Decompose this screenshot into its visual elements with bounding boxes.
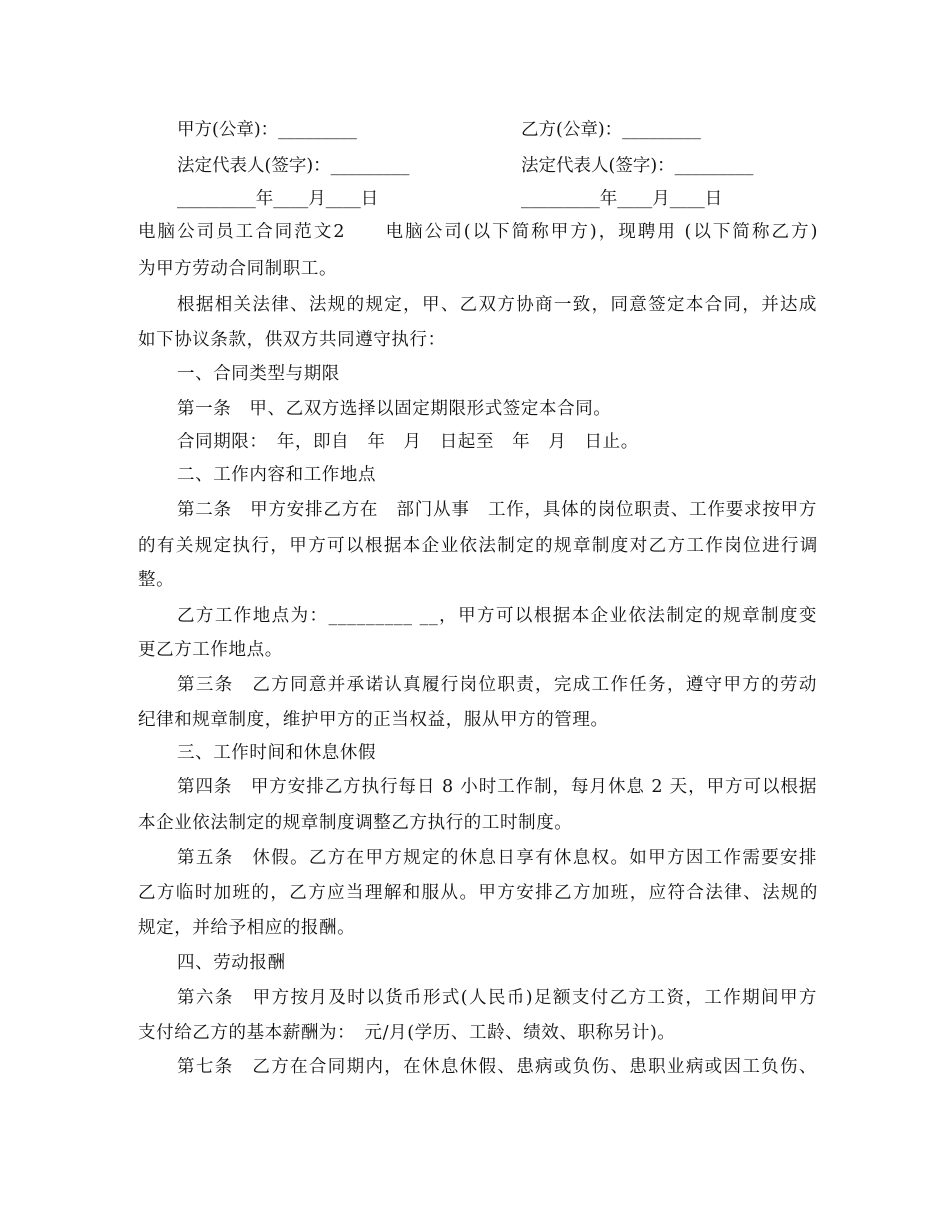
party-b-seal: 乙方(公章)：_________: [521, 120, 701, 140]
section-heading: 四、劳动报酬: [177, 953, 286, 973]
text-line: 电脑公司员工合同范文2 电脑公司(以下简称甲方)，现聘用 (以下简称乙方): [138, 222, 818, 242]
text-line: 纪律和规章制度，维护甲方的正当权益，服从甲方的管理。: [138, 710, 609, 730]
text-line: 第四条 甲方安排乙方执行每日 8 小时工作制，每月休息 2 天，甲方可以根据: [177, 777, 817, 797]
text-line: 为甲方劳动合同制职工。: [138, 259, 338, 279]
text-line: 第一条 甲、乙双方选择以固定期限形式签定本合同。: [177, 399, 612, 419]
party-a-seal: 甲方(公章)：_________: [177, 120, 357, 140]
text-line: 如下协议条款，供双方共同遵守执行：: [138, 330, 446, 350]
text-line: 第五条 休假。乙方在甲方规定的休息日享有休息权。如甲方因工作需要安排: [177, 848, 817, 868]
party-a-date: _________年____月____日: [177, 189, 379, 209]
text-line: 支付给乙方的基本薪酬为： 元/月(学历、工龄、绩效、职称另计)。: [138, 1023, 676, 1043]
section-heading: 二、工作内容和工作地点: [177, 465, 377, 485]
text-line: 更乙方工作地点。: [138, 640, 283, 660]
party-a-representative: 法定代表人(签字)：_________: [177, 156, 410, 176]
text-line: 第六条 甲方按月及时以货币形式(人民币)足额支付乙方工资，工作期间甲方: [177, 988, 817, 1008]
text-line: 第三条 乙方同意并承诺认真履行岗位职责，完成工作任务，遵守甲方的劳动: [177, 675, 817, 695]
party-b-representative: 法定代表人(签字)：_________: [521, 156, 754, 176]
text-line: 第七条 乙方在合同期内，在休息休假、患病或负伤、患职业病或因工负伤、: [177, 1057, 817, 1077]
party-b-date: _________年____月____日: [521, 189, 723, 209]
text-line: 的有关规定执行，甲方可以根据本企业依法制定的规章制度对乙方工作岗位进行调: [138, 536, 818, 556]
text-line: 根据相关法律、法规的规定，甲、乙双方协商一致，同意签定本合同，并达成: [177, 295, 817, 315]
text-line: 本企业依法制定的规章制度调整乙方执行的工时制度。: [138, 813, 573, 833]
text-line: 第二条 甲方安排乙方在 部门从事 工作，具体的岗位职责、工作要求按甲方: [177, 500, 817, 520]
text-line: 整。: [138, 570, 175, 590]
text-line: 乙方工作地点为：_________ __，甲方可以根据本企业依法制定的规章制度变: [177, 606, 817, 626]
section-heading: 一、合同类型与期限: [177, 364, 340, 384]
text-line: 乙方临时加班的，乙方应当理解和服从。甲方安排乙方加班，应符合法律、法规的: [138, 883, 818, 903]
section-heading: 三、工作时间和休息休假: [177, 743, 377, 763]
text-line: 规定，并给予相应的报酬。: [138, 918, 356, 938]
text-line: 合同期限： 年，即自 年 月 日起至 年 月 日止。: [177, 432, 639, 452]
